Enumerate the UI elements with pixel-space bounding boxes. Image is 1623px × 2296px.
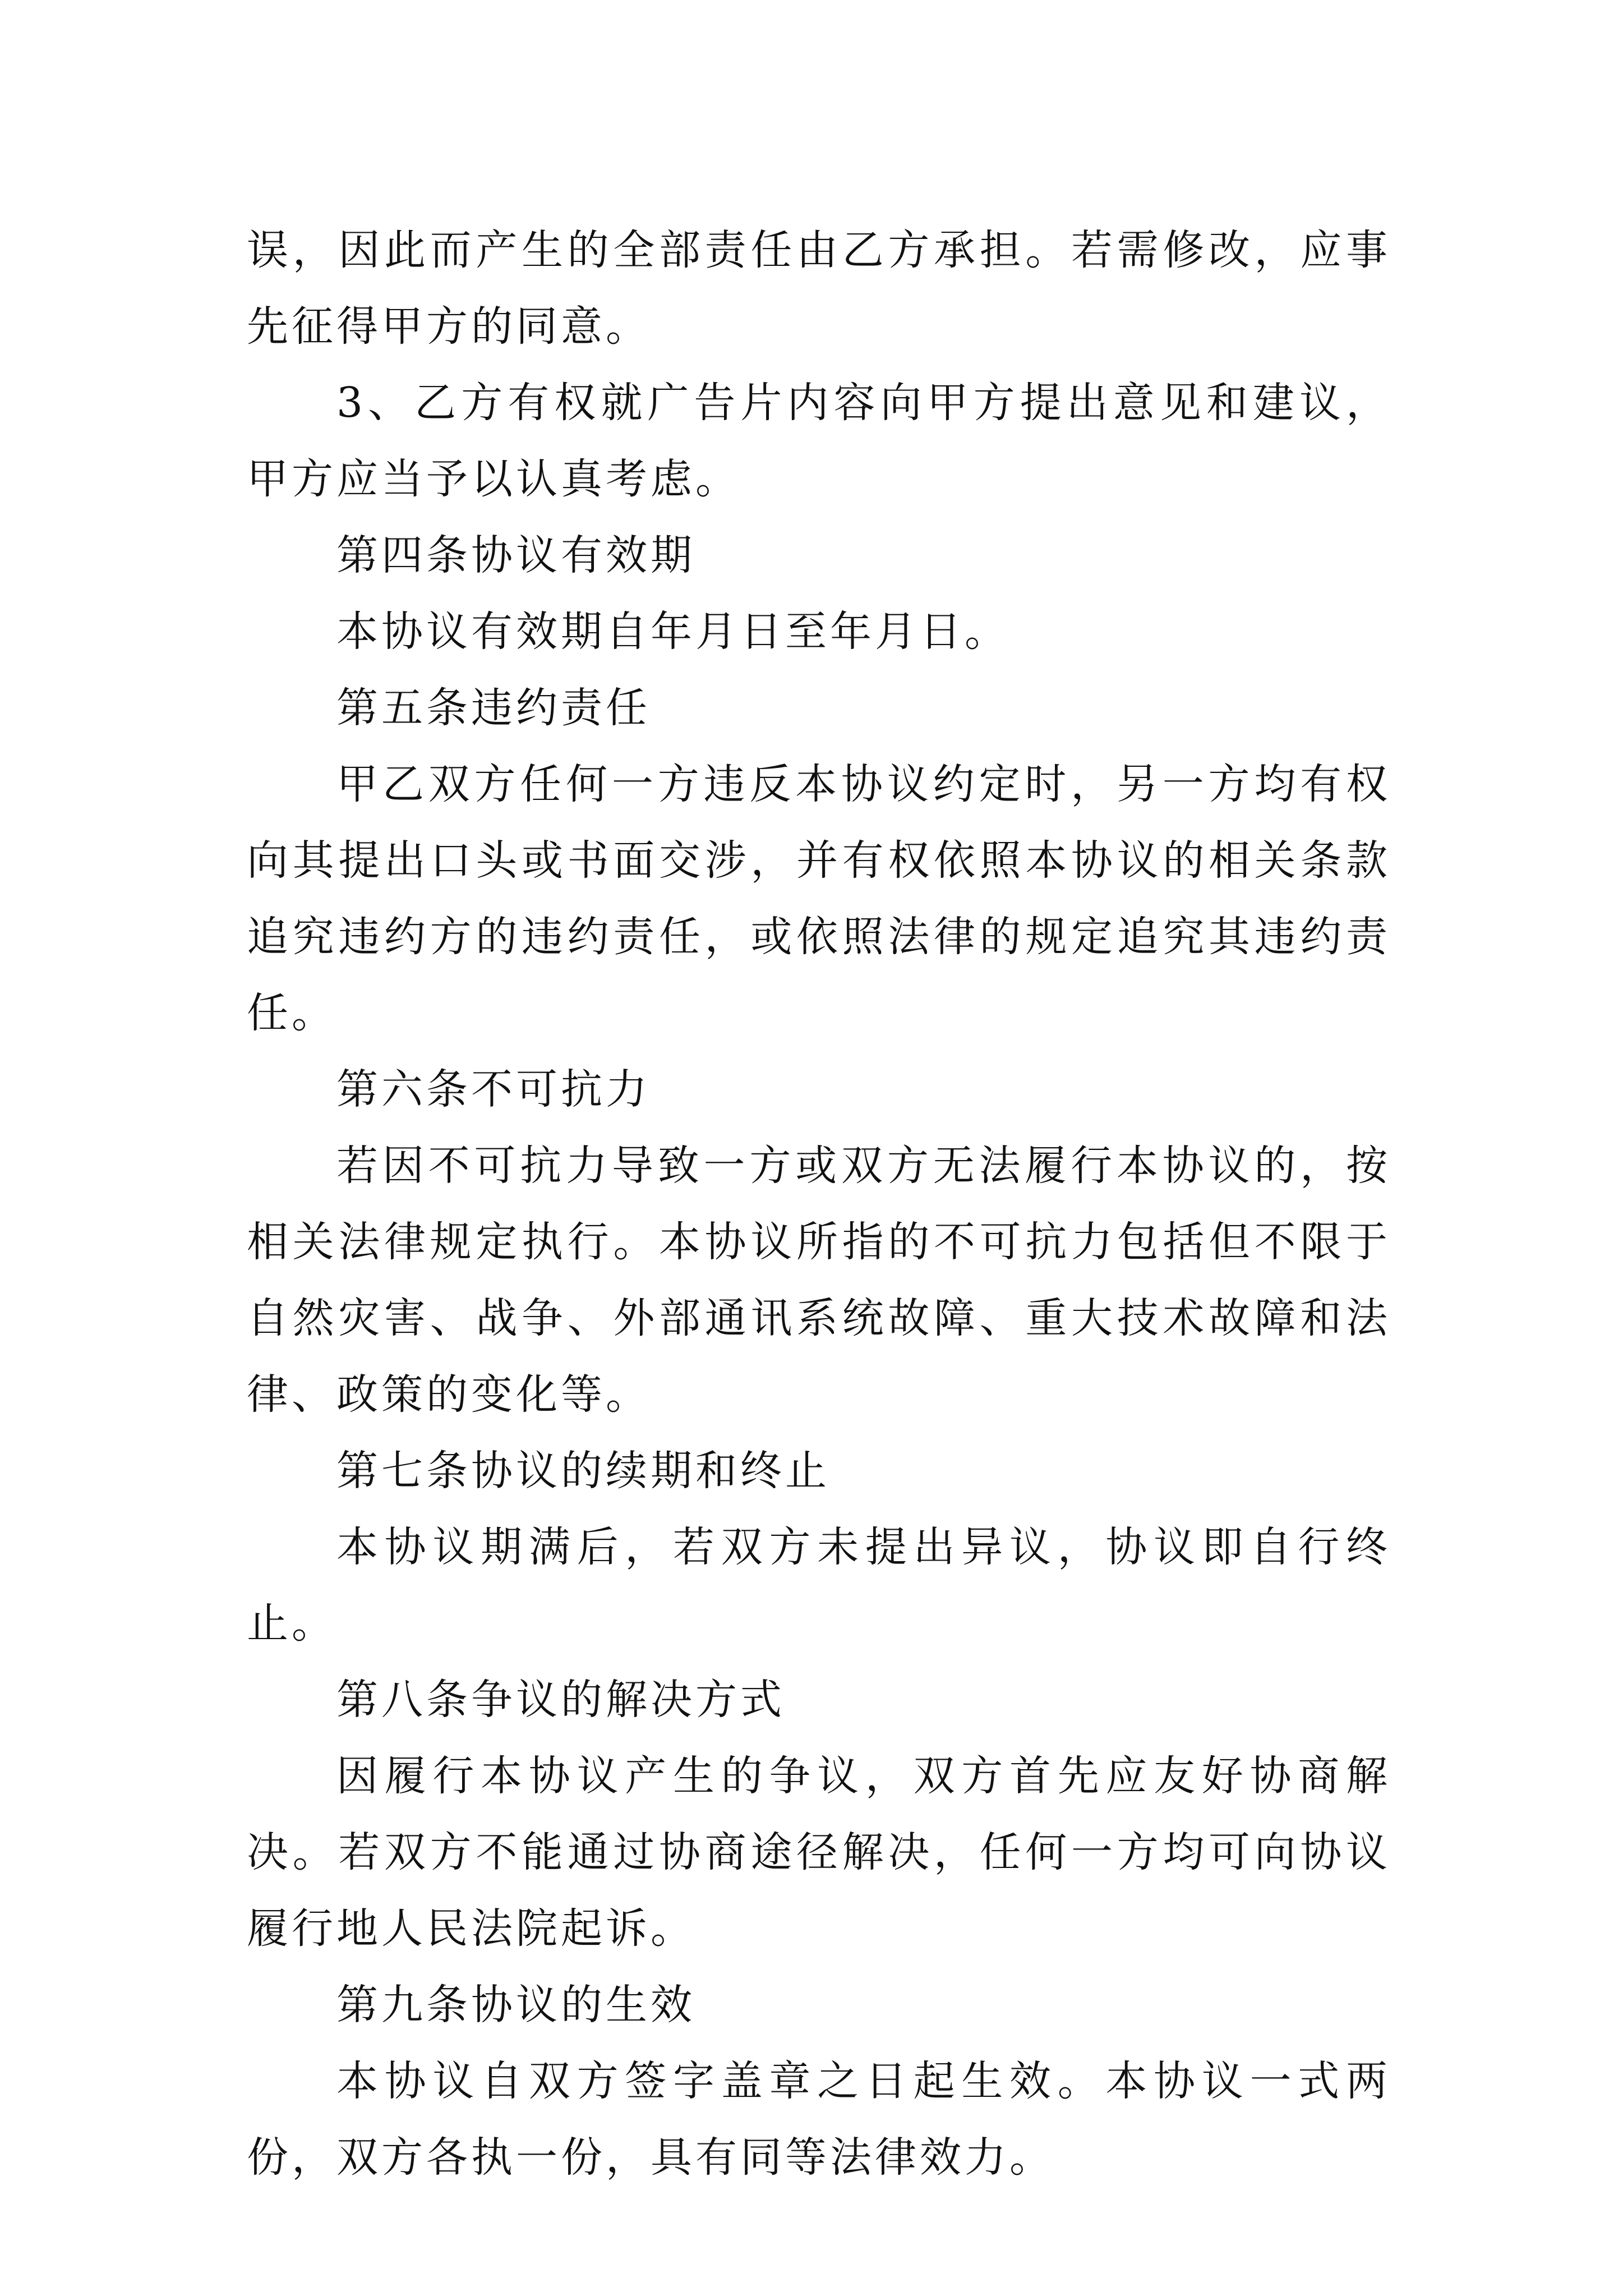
paragraph-breach: 甲乙双方任何一方违反本协议约定时，另一方均有权向其提出口头或书面交涉，并有权依照本协议的相关条款追究违约方的违约责任，或依照法律的规定追究其违约责任。 bbox=[247, 760, 1391, 1037]
heading-article-5: 第五条违约责任 bbox=[336, 684, 651, 732]
heading-article-4: 第四条协议有效期 bbox=[336, 531, 695, 579]
paragraph-dispute: 因履行本协议产生的争议，双方首先应友好协商解决。若双方不能通过协商途径解决，任何一方均可向协议履行地人民法院起诉。 bbox=[247, 1752, 1391, 1953]
paragraph-clause-3: 3、乙方有权就广告片内容向甲方提出意见和建议，甲方应当予以认真考虑。 bbox=[247, 379, 1391, 503]
heading-article-8: 第八条争议的解决方式 bbox=[336, 1676, 785, 1724]
document-body bbox=[247, 212, 1391, 2196]
paragraph-continued: 误，因此而产生的全部责任由乙方承担。若需修改，应事先征得甲方的同意。 bbox=[247, 226, 1391, 351]
paragraph-termination: 本协议期满后，若双方未提出异议，协议即自行终止。 bbox=[247, 1523, 1391, 1648]
paragraph-validity: 本协议有效期自年月日至年月日。 bbox=[336, 608, 1009, 656]
heading-article-6: 第六条不可抗力 bbox=[336, 1065, 651, 1114]
heading-article-9: 第九条协议的生效 bbox=[336, 1981, 695, 2029]
paragraph-force-majeure: 若因不可抗力导致一方或双方无法履行本协议的，按相关法律规定执行。本协议所指的不可抗力包括但不限于自然灾害、战争、外部通讯系统故障、重大技术故障和法律、政策的变化等。 bbox=[247, 1142, 1391, 1419]
heading-article-7: 第七条协议的续期和终止 bbox=[336, 1447, 830, 1495]
paragraph-effectiveness: 本协议自双方签字盖章之日起生效。本协议一式两份，双方各执一份，具有同等法律效力。 bbox=[247, 2057, 1391, 2182]
